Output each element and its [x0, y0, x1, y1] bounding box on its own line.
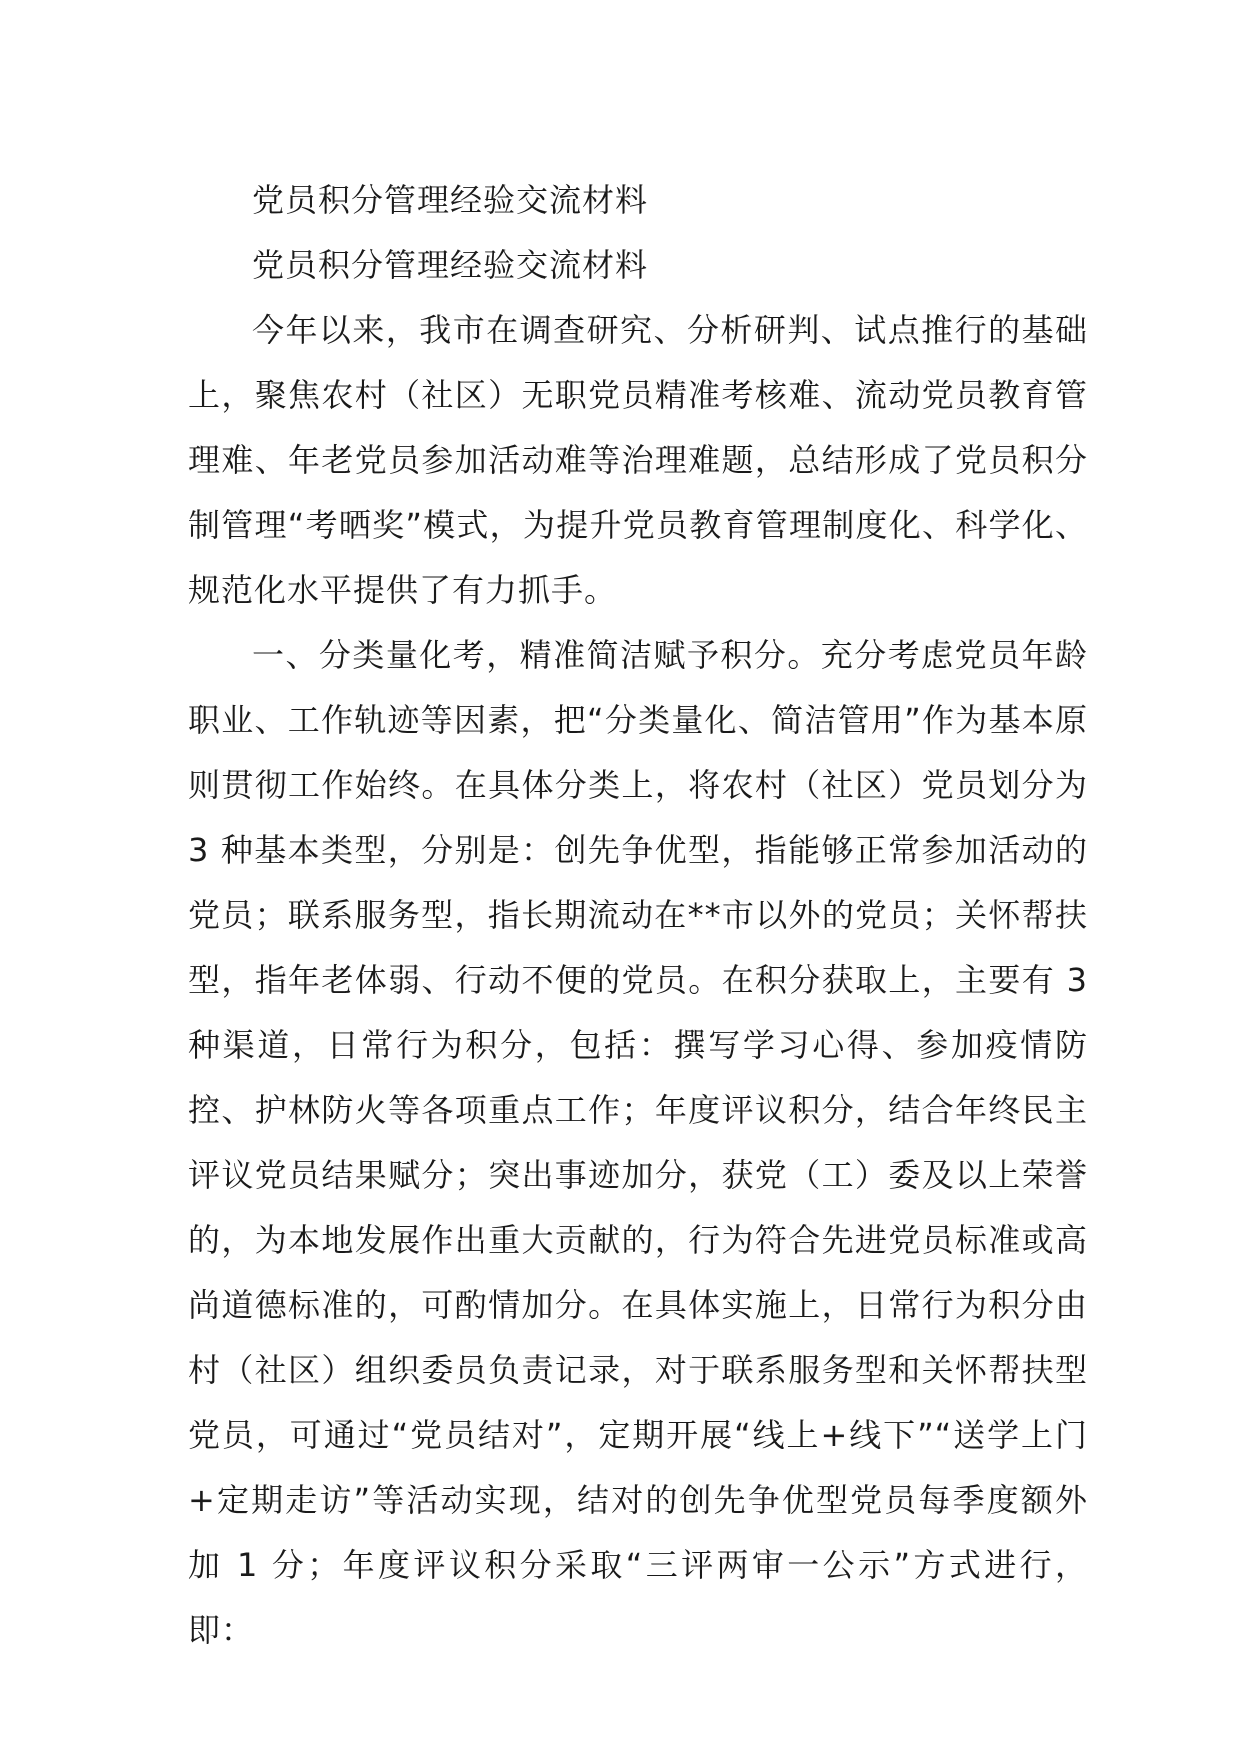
paragraph-intro: 今年以来，我市在调查研究、分析研判、试点推行的基础上，聚焦农村（社区）无职党员精准考核难、流动党员教育管理难、年老党员参加活动难等治理难题，总结形成了党员积分制管理“考晒奖”模式，为提升党员教育管理制度化、科学化、规范化水平提供了有力抓手。 — [188, 311, 1088, 609]
document-body — [188, 168, 1100, 1663]
document-title: 党员积分管理经验交流材料 — [252, 181, 649, 219]
document-subtitle: 党员积分管理经验交流材料 — [252, 246, 649, 284]
paragraph-section-1: 一、分类量化考，精准简洁赋予积分。充分考虑党员年龄职业、工作轨迹等因素，把“分类量化、简洁管用”作为基本原则贯彻工作始终。在具体分类上，将农村（社区）党员划分为 3 种基本类型，分别是：创先争优型，指能够正常参加活动的党员；联系服务型，指长期流动在**市以外的党员；关怀帮扶型，指年老体弱、行动不便的党员。在积分获取上，主要有 3 种渠道，日常行为积分，包括：撰写学习心得、参加疫情防控、护林防火等各项重点工作；年度评议积分，结合年终民主评议党员结果赋分；突出事迹加分，获党（工）委及以上荣誉的，为本地发展作出重大贡献的，行为符合先进党员标准或高尚道德标准的，可酌情加分。在具体实施上，日常行为积分由村（社区）组织委员负责记录，对于联系服务型和关怀帮扶型党员，可通过“党员结对”，定期开展“线上+线下”“送学上门+定期走访”等活动实现，结对的创先争优型党员每季度额外加 1 分；年度评议积分采取“三评两审一公示”方式进行，即： — [188, 636, 1100, 1649]
